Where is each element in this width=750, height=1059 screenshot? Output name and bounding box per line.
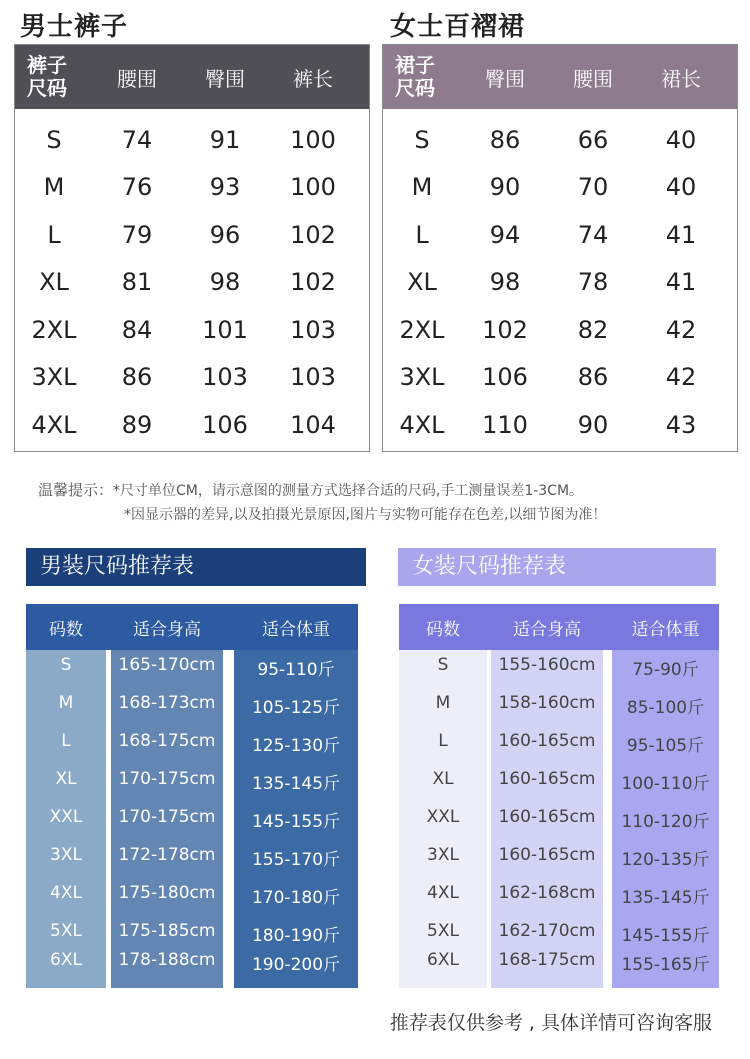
women-skirt-header-row — [383, 45, 737, 109]
men_pants-header-0: 裤子 尺码 — [27, 53, 67, 100]
men_pants-cell: 93 — [209, 173, 241, 202]
men_pants-cell: 106 — [202, 410, 248, 439]
women_skirt-cell: S — [414, 125, 430, 154]
women_skirt-cell: 90 — [577, 410, 609, 439]
men_recommend-weights-cell: 135-145斤 — [251, 774, 341, 794]
men_recommend-column-sizes — [26, 650, 106, 988]
men_recommend-heights-cell: 178-188cm — [118, 950, 216, 970]
table-row — [15, 259, 369, 307]
women_recommend-header-row — [399, 604, 719, 650]
table-row — [383, 211, 737, 259]
women_recommend-sizes-cell: 6XL — [427, 950, 459, 970]
men_pants-cell: L — [47, 220, 61, 249]
men_pants-cell: 79 — [121, 220, 153, 249]
women_recommend-column-weights — [612, 650, 719, 988]
women_skirt-header-1: 臀围 — [485, 66, 525, 91]
men_pants-header-2: 臀围 — [205, 66, 245, 91]
women_skirt-header-3: 裙长 — [661, 66, 701, 91]
men_pants-cell: 102 — [290, 220, 336, 249]
men_recommend-heights-cell: 175-185cm — [118, 921, 216, 941]
women_recommend-heights-cell: 160-165cm — [498, 807, 596, 827]
men_recommend-weights-cell: 145-155斤 — [251, 812, 341, 832]
table-row — [15, 354, 369, 402]
men_recommend-column-weights — [234, 650, 358, 988]
men_recommend-sizes-cell: XXL — [49, 807, 83, 827]
women_skirt-cell: 40 — [665, 173, 697, 202]
women_skirt-cell: 3XL — [399, 363, 445, 392]
table-row — [383, 401, 737, 449]
women_recommend-sizes-cell: L — [438, 731, 448, 751]
women_recommend-weights-cell: 95-105斤 — [626, 736, 705, 756]
women_skirt-cell: 41 — [665, 268, 697, 297]
women_recommend-header-0: 码数 — [426, 619, 460, 640]
table-row — [15, 116, 369, 164]
men_pants-cell: 81 — [121, 268, 153, 297]
women_skirt-cell: XL — [407, 268, 437, 297]
men_recommend-heights-cell: 175-180cm — [118, 883, 216, 903]
men_pants-cell: 103 — [290, 363, 336, 392]
men_recommend-weights-cell: 125-130斤 — [251, 736, 341, 756]
women_recommend-heights-cell: 160-165cm — [498, 731, 596, 751]
women_skirt-cell: L — [415, 220, 429, 249]
men_recommend-heights-cell: 165-170cm — [118, 655, 216, 675]
men_pants-cell: 102 — [290, 268, 336, 297]
women_recommend-weights-cell: 110-120斤 — [621, 812, 710, 832]
men-recommend-banner: 男装尺码推荐表 — [26, 548, 366, 586]
women_recommend-sizes-cell: 4XL — [427, 883, 459, 903]
men_pants-cell: 86 — [121, 363, 153, 392]
tips-text-1: *尺寸单位CM，请示意图的测量方式选择合适的尺码,手工测量误差1-3CM。 — [113, 483, 584, 499]
men_pants-cell: 91 — [209, 125, 241, 154]
women_skirt-cell: 86 — [577, 363, 609, 392]
women-skirt-title: 女士百褶裙 — [390, 12, 526, 42]
men_pants-cell: 101 — [202, 315, 248, 344]
men_pants-cell: 103 — [202, 363, 248, 392]
women_recommend-header-1: 适合身高 — [513, 619, 581, 640]
men_recommend-weights-cell: 95-110斤 — [257, 660, 335, 680]
table-row — [15, 164, 369, 212]
women_skirt-cell: 2XL — [399, 315, 445, 344]
men-pants-header-row — [15, 45, 369, 109]
men_pants-cell: 98 — [209, 268, 241, 297]
men_recommend-sizes-cell: 4XL — [50, 883, 82, 903]
men_recommend-heights-cell: 170-175cm — [118, 769, 216, 789]
men_pants-cell: S — [46, 125, 62, 154]
men_pants-header-1: 腰围 — [117, 66, 157, 91]
women_recommend-column-sizes — [399, 650, 487, 988]
men_recommend-column-heights — [111, 650, 223, 988]
women_skirt-cell: 42 — [665, 315, 697, 344]
men_pants-cell: 89 — [121, 410, 153, 439]
women_recommend-header-2: 适合体重 — [631, 619, 700, 640]
men_pants-cell: XL — [39, 268, 69, 297]
men_recommend-weights-cell: 170-180斤 — [251, 888, 341, 908]
women_skirt-cell: 43 — [665, 410, 697, 439]
tips-label: 温馨提示： — [38, 481, 114, 499]
men_pants-cell: 100 — [290, 173, 336, 202]
men_recommend-heights-cell: 168-173cm — [118, 693, 216, 713]
men-pants-title: 男士裤子 — [20, 12, 129, 42]
women_skirt-cell: 78 — [577, 268, 609, 297]
women_skirt-cell: 66 — [577, 125, 609, 154]
women_skirt-cell: 4XL — [399, 410, 445, 439]
women_skirt-cell: 90 — [489, 173, 521, 202]
table-row — [383, 116, 737, 164]
women_skirt-cell: 74 — [577, 220, 609, 249]
men-pants-size-table — [14, 44, 370, 452]
women_skirt-cell: 82 — [577, 315, 609, 344]
table-row — [15, 401, 369, 449]
women-skirt-size-table — [382, 44, 738, 452]
footer-note: 推荐表仅供参考 , 具体详情可咨询客服 — [389, 1012, 712, 1034]
women-skirt-rows — [383, 109, 737, 449]
women_recommend-sizes-cell: XXL — [426, 807, 460, 827]
men_recommend-sizes-cell: S — [60, 655, 72, 675]
men_recommend-heights-cell: 170-175cm — [118, 807, 216, 827]
women_skirt-cell: 41 — [665, 220, 697, 249]
men_recommend-sizes-cell: M — [58, 693, 74, 713]
women_skirt-cell: 102 — [482, 315, 528, 344]
women_skirt-cell: 42 — [665, 363, 697, 392]
men_pants-cell: 74 — [121, 125, 153, 154]
tips-block — [38, 478, 606, 527]
men_pants-header-3: 裤长 — [293, 66, 333, 91]
men_recommend-weights-cell: 105-125斤 — [251, 698, 341, 718]
men_recommend-heights-cell: 172-178cm — [118, 845, 216, 865]
men_pants-cell: 76 — [121, 173, 153, 202]
women_recommend-sizes-cell: M — [435, 693, 451, 713]
women_skirt-cell: 94 — [489, 220, 521, 249]
women_recommend-heights-cell: 158-160cm — [498, 693, 596, 713]
table-row — [383, 164, 737, 212]
men-recommend-table — [26, 604, 358, 988]
table-row — [383, 259, 737, 307]
men_recommend-header-row — [26, 604, 358, 650]
women_recommend-weights-cell: 85-100斤 — [626, 698, 705, 718]
men_recommend-sizes-cell: L — [61, 731, 71, 751]
women_recommend-heights-cell: 155-160cm — [498, 655, 596, 675]
men_pants-cell: 2XL — [31, 315, 77, 344]
tips-line-1 — [38, 478, 606, 503]
men_pants-cell: 103 — [290, 315, 336, 344]
women_skirt-cell: M — [411, 173, 433, 202]
women_skirt-cell: 106 — [482, 363, 528, 392]
men_recommend-weights-cell: 155-170斤 — [251, 850, 341, 870]
women_recommend-sizes-cell: 3XL — [427, 845, 459, 865]
women_skirt-cell: 98 — [489, 268, 521, 297]
women_skirt-cell: 70 — [577, 173, 609, 202]
women_recommend-sizes-cell: XL — [432, 769, 454, 789]
women_skirt-cell: 40 — [665, 125, 697, 154]
men_recommend-heights-cell: 168-175cm — [118, 731, 216, 751]
men_pants-cell: 3XL — [31, 363, 77, 392]
men_recommend-header-2: 适合体重 — [262, 619, 330, 640]
women_recommend-heights-cell: 160-165cm — [498, 769, 596, 789]
men_pants-cell: 4XL — [31, 410, 77, 439]
women_recommend-sizes-cell: 5XL — [427, 921, 459, 941]
men_recommend-weights-cell: 180-190斤 — [251, 926, 341, 946]
men_recommend-header-0: 码数 — [49, 619, 83, 640]
table-row — [15, 211, 369, 259]
women_recommend-weights-cell: 100-110斤 — [621, 774, 710, 794]
women_recommend-weights-cell: 75-90斤 — [632, 660, 699, 680]
table-row — [15, 306, 369, 354]
women_recommend-weights-cell: 135-145斤 — [621, 888, 710, 908]
table-row — [383, 354, 737, 402]
women_recommend-sizes-cell: S — [437, 655, 449, 675]
women_skirt-header-0: 裙子 尺码 — [395, 53, 435, 100]
women_skirt-cell: 86 — [489, 125, 521, 154]
men_pants-cell: 104 — [290, 410, 336, 439]
women_skirt-header-2: 腰围 — [573, 66, 613, 91]
women_recommend-weights-cell: 145-155斤 — [621, 926, 710, 946]
men_recommend-sizes-cell: XL — [55, 769, 77, 789]
women_recommend-weights-cell: 120-135斤 — [621, 850, 710, 870]
men_pants-cell: 96 — [209, 220, 241, 249]
women_recommend-column-heights — [491, 650, 603, 988]
men_recommend-weights-cell: 190-200斤 — [251, 955, 341, 975]
men_recommend-sizes-cell: 6XL — [50, 950, 82, 970]
table-row — [383, 306, 737, 354]
women_recommend-heights-cell: 168-175cm — [498, 950, 596, 970]
men_pants-cell: 100 — [290, 125, 336, 154]
men-pants-rows — [15, 109, 369, 449]
women-recommend-banner: 女装尺码推荐表 — [398, 548, 716, 586]
women_recommend-heights-cell: 162-170cm — [498, 921, 596, 941]
women_recommend-heights-cell: 160-165cm — [498, 845, 596, 865]
men_pants-cell: 84 — [121, 315, 153, 344]
women-recommend-table — [399, 604, 719, 988]
men_recommend-sizes-cell: 3XL — [50, 845, 82, 865]
tips-text-2: *因显示器的差异,以及拍摄光景原因,图片与实物可能存在色差,以细节图为准！ — [124, 507, 607, 523]
men_recommend-header-1: 适合身高 — [133, 619, 201, 640]
women_recommend-weights-cell: 155-165斤 — [621, 955, 710, 975]
men_pants-cell: M — [43, 173, 65, 202]
women_recommend-heights-cell: 162-168cm — [498, 883, 596, 903]
men_recommend-sizes-cell: 5XL — [50, 921, 82, 941]
women_skirt-cell: 110 — [482, 410, 528, 439]
